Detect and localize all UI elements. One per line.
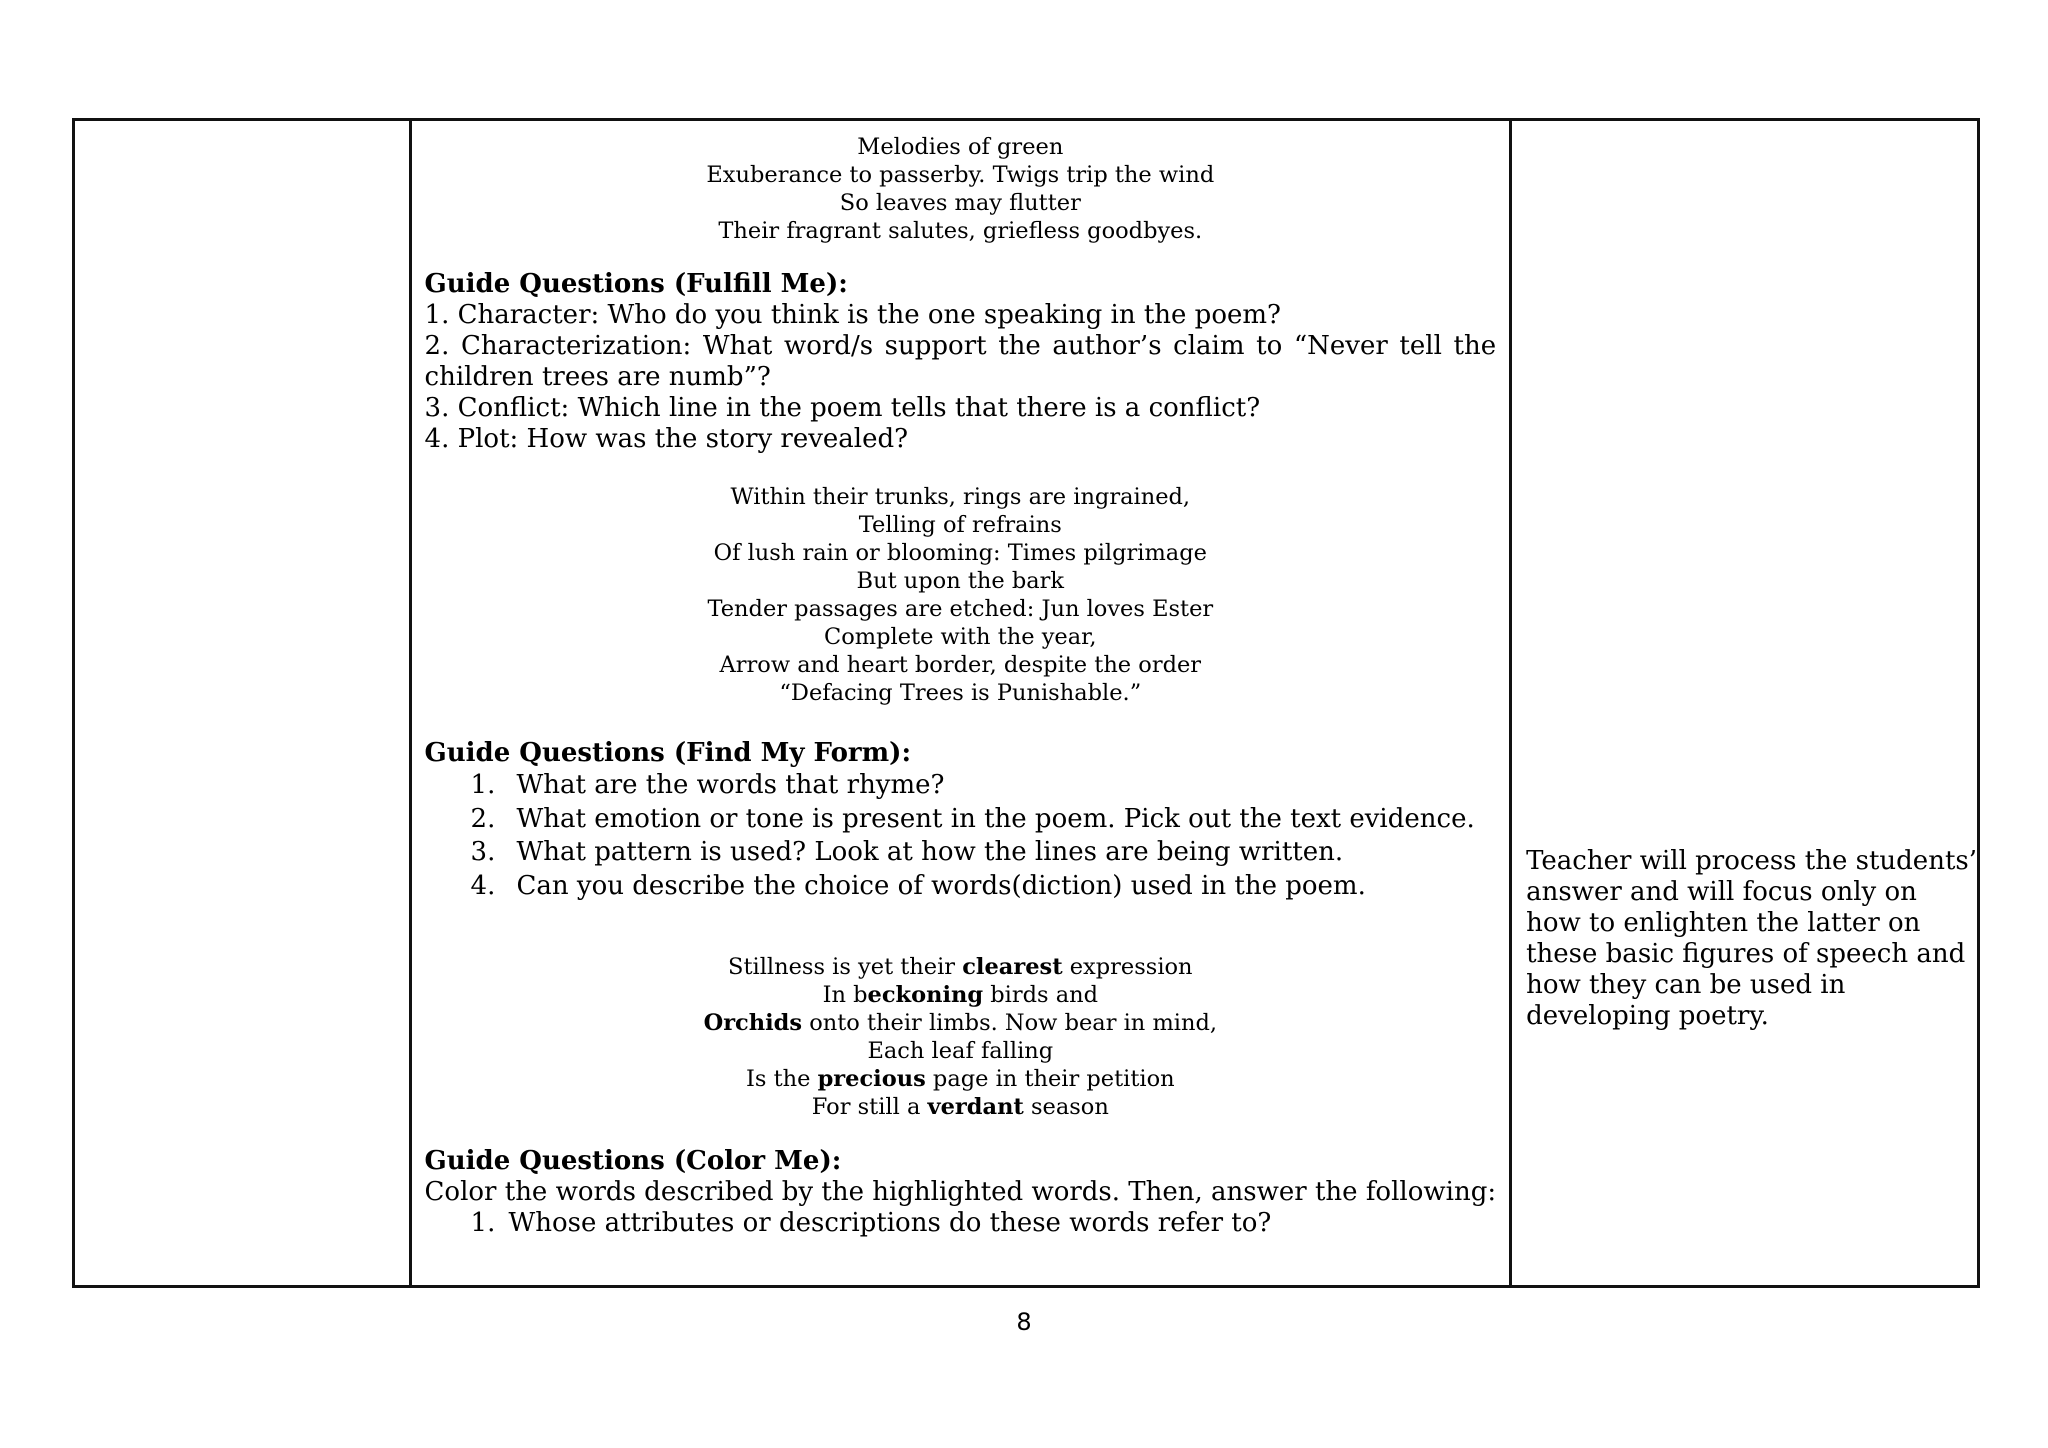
item-text: Whose attributes or descriptions do these words refer to?	[508, 1208, 1272, 1238]
text-run: expression	[1062, 954, 1193, 980]
list-item	[425, 870, 1497, 904]
question-line: 1. Character: Who do you think is the one speaking in the poem?	[424, 300, 1281, 330]
note-line: Teacher will process the students’	[1526, 846, 1977, 876]
note-line: how they can be used in	[1526, 970, 1846, 1000]
poem-stanza-2	[425, 483, 1497, 707]
list-item	[425, 836, 1497, 870]
note-line: these basic figures of speech and	[1526, 939, 1966, 969]
poem-line: Of lush rain or blooming: Times pilgrimage	[713, 540, 1207, 566]
text-run: For still a	[811, 1094, 928, 1120]
highlighted-word: precious	[817, 1066, 926, 1092]
question-line: 2. Characterization: What word/s support the author’s claim to “Never tell the	[424, 331, 1497, 361]
list-item	[425, 769, 1497, 803]
poem-line	[425, 953, 1497, 981]
text-run: season	[1023, 1094, 1109, 1120]
question-line: 4. Plot: How was the story revealed?	[424, 424, 909, 454]
item-number: 3.	[470, 837, 496, 867]
poem-line: Each leaf falling	[867, 1038, 1054, 1064]
find-my-form-section	[425, 737, 1497, 903]
item-number: 1.	[470, 770, 496, 800]
question-line: children trees are numb”?	[424, 362, 771, 392]
item-number: 2.	[470, 803, 496, 834]
poem-line: Their fragrant salutes, griefless goodbyes.	[718, 218, 1203, 244]
question-line: 3. Conflict: Which line in the poem tells that there is a conflict?	[424, 393, 1261, 423]
text-run: page in their petition	[925, 1066, 1175, 1092]
poem-stanza-3	[425, 953, 1497, 1121]
find-my-form-heading: Guide Questions (Find My Form):	[424, 738, 912, 768]
item-text: What are the words that rhyme?	[516, 770, 945, 800]
text-run: Stillness is yet their	[728, 954, 963, 980]
note-line: answer and will focus only on	[1526, 877, 1917, 907]
lesson-table	[72, 118, 1980, 1288]
poem-line	[425, 981, 1497, 1009]
highlighted-word: eckoning	[867, 982, 984, 1008]
teacher-note	[1526, 846, 1977, 1032]
poem-line: Melodies of green	[857, 134, 1064, 160]
poem-line: Telling of refrains	[858, 512, 1062, 538]
color-question-list	[425, 1208, 1497, 1239]
text-run: onto their limbs. Now bear in mind,	[802, 1010, 1218, 1036]
poem-line: Tender passages are etched: Jun loves Ester	[707, 596, 1214, 622]
note-line: how to enlighten the latter on	[1526, 908, 1921, 938]
item-text: Can you describe the choice of words(diction) used in the poem.	[516, 870, 1366, 901]
poem-line: “Defacing Trees is Punishable.”	[779, 680, 1142, 706]
teacher-note-cell	[1512, 121, 1977, 1285]
poem-line: Within their trunks, rings are ingrained,	[730, 484, 1191, 510]
text-run: Is the	[745, 1066, 818, 1092]
note-line: developing poetry.	[1526, 1001, 1769, 1031]
poem-stanza-1	[425, 133, 1497, 245]
left-column-cell	[75, 121, 412, 1285]
color-me-heading: Guide Questions (Color Me):	[424, 1146, 842, 1176]
poem-line: Arrow and heart border, despite the order	[719, 652, 1202, 678]
text-run: birds and	[983, 982, 1099, 1008]
color-me-intro: Color the words described by the highlighted words. Then, answer the following:	[424, 1177, 1497, 1207]
content-column-cell	[412, 121, 1513, 1285]
poem-line: So leaves may flutter	[839, 190, 1081, 216]
fulfill-me-heading: Guide Questions (Fulfill Me):	[424, 269, 848, 299]
poem-line	[425, 1065, 1497, 1093]
form-question-list	[425, 769, 1497, 903]
poem-line	[425, 1093, 1497, 1121]
list-item	[425, 803, 1497, 837]
item-number: 1.	[470, 1208, 496, 1238]
poem-line: Complete with the year,	[824, 624, 1097, 650]
poem-line	[425, 1009, 1497, 1037]
poem-line: Exuberance to passerby. Twigs trip the wind	[706, 162, 1215, 188]
item-number: 4.	[470, 870, 496, 901]
item-text: What pattern is used? Look at how the lines are being written.	[516, 837, 1344, 867]
highlighted-word: Orchids	[703, 1010, 803, 1036]
color-me-section	[425, 1145, 1497, 1239]
item-text: What emotion or tone is present in the poem. Pick out the text evidence.	[516, 803, 1475, 834]
fulfill-me-section	[425, 268, 1497, 455]
highlighted-word: clearest	[962, 954, 1063, 980]
list-item	[425, 1208, 1497, 1239]
text-run: In b	[822, 982, 868, 1008]
page-number: 8	[1016, 1308, 1032, 1336]
poem-line: But upon the bark	[856, 568, 1065, 594]
highlighted-word: verdant	[927, 1094, 1024, 1120]
